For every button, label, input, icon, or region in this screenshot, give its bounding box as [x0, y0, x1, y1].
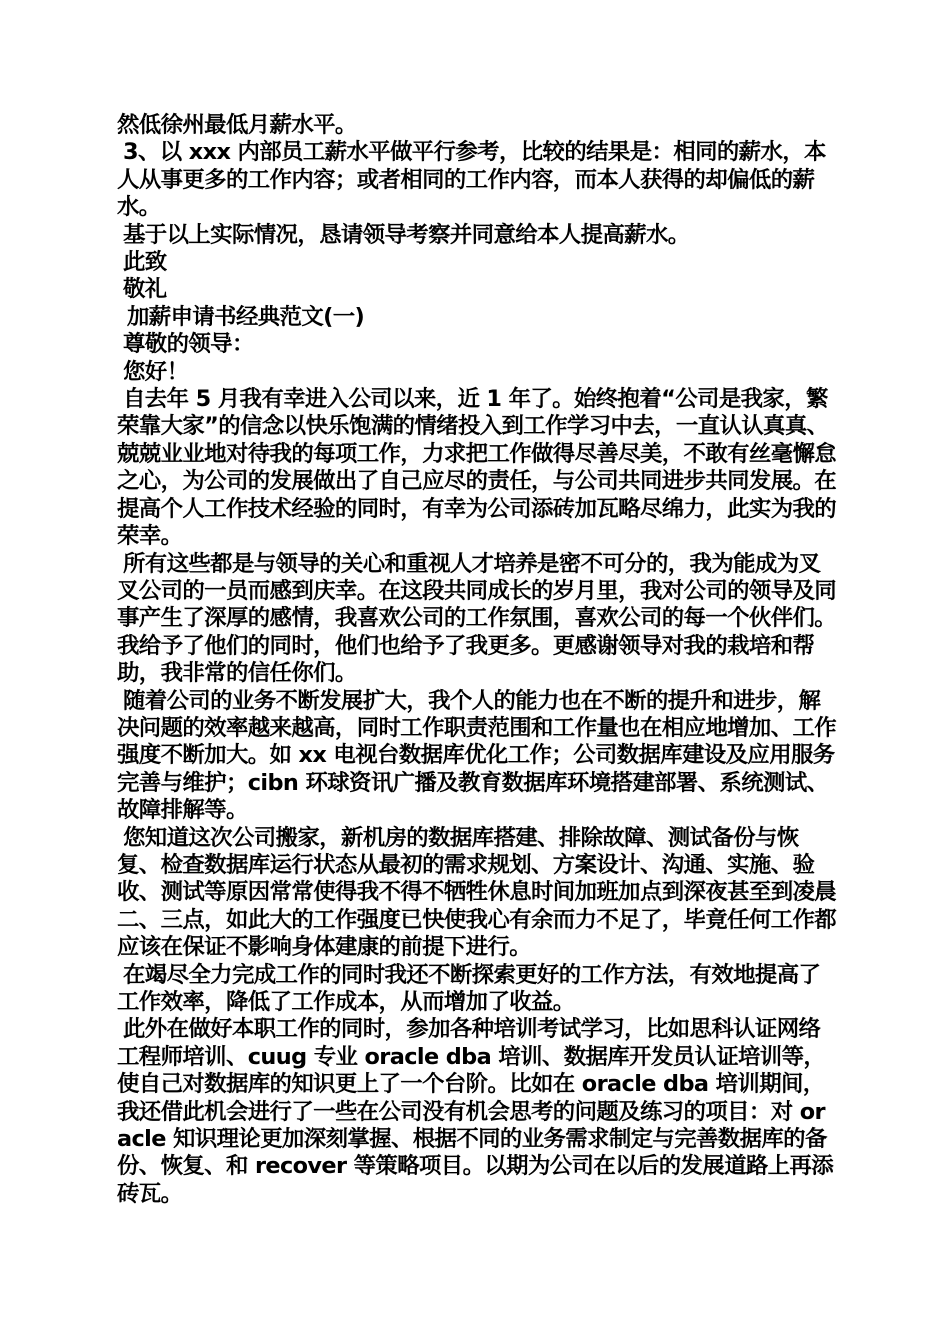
paragraph-gratitude: 所有这些都是与领导的关心和重视人才培养是密不可分的，我为能成为叉叉公司的一员而感到庆幸。在这段共同成长的岁月里，我对公司的领导及同事产生了深厚的感情，我喜欢公司的工作氛围，喜欢公司的每一个伙伴们。我给予了他们的同时，他们也给予了我更多。更感谢领导对我的栽培和帮助，我非常的信任你们。: [117, 550, 837, 687]
paragraph-salary-tail: 然低徐州最低月薪水平。: [117, 112, 357, 138]
paragraph-request: 基于以上实际情况，恳请领导考察并同意给本人提高薪水。: [123, 221, 690, 248]
paragraph-training: 此外在做好本职工作的同时，参加各种培训考试学习，比如思科认证网络工程师培训、cuug 专业 oracle dba 培训、数据库开发员认证培训等，使自己对数据库的知识更上了一个台阶。比如在 oracle dba 培训期间，我还借此机会进行了一些在公司没有机会思考的问题及练习的项目：对 oracle 知识理论更加深刻掌握、根据不同的业务需求制定与完善数据库的备份、恢复、和 recover 等策略项目。以期为公司在以后的发展道路上再添砖瓦。: [117, 1016, 834, 1207]
closing-cizhi: 此致: [123, 249, 167, 276]
closing-jingli: 敬礼: [123, 276, 167, 303]
paragraph-point-3: 3、以 xxx 内部员工薪水平做平行参考，比较的结果是：相同的薪水，本人从事更多的工作内容；或者相同的工作内容，而本人获得的却偏低的薪水。: [117, 139, 826, 221]
greeting: 您好！: [123, 358, 189, 385]
salutation: 尊敬的领导：: [123, 331, 254, 358]
sample-title: 加薪申请书经典范文(一): [127, 303, 365, 330]
document-body: [117, 112, 839, 1208]
paragraph-relocation: 您知道这次公司搬家，新机房的数据库搭建、排除故障、测试备份与恢复、检查数据库运行状态从最初的需求规划、方案设计、沟通、实施、验收、测试等原因常常使得我不得不牺牲休息时间加班加点到深夜甚至到凌晨二、三点，如此大的工作强度已快使我心有余而力不足了，毕竟任何工作都应该在保证不影响身体建康的前提下进行。: [117, 824, 837, 961]
paragraph-joining: 自去年 5 月我有幸进入公司以来，近 1 年了。始终抱着“公司是我家，繁荣靠大家”的信念以快乐饱满的情绪投入到工作学习中去，一直认认真真、兢兢业业地对待我的每项工作，力求把工作做得尽善尽美，不敢有丝毫懈怠之心，为公司的发展做出了自己应尽的责任，与公司共同进步共同发展。在提高个人工作技术经验的同时，有幸为公司添砖加瓦略尽绵力，此实为我的荣幸。: [117, 386, 837, 550]
paragraph-efficiency: 在竭尽全力完成工作的同时我还不断探索更好的工作方法，有效地提高了工作效率，降低了工作成本，从而增加了收益。: [117, 961, 821, 1015]
paragraph-growth: 随着公司的业务不断发展扩大，我个人的能力也在不断的提升和进步，解决问题的效率越来越高，同时工作职责范围和工作量也在相应地增加、工作强度不断加大。如 xx 电视台数据库优化工作；公司数据库建设及应用服务完善与维护；cibn 环球资讯广播及教育数据库环境搭建部署、系统测试、故障排解等。: [117, 687, 837, 824]
